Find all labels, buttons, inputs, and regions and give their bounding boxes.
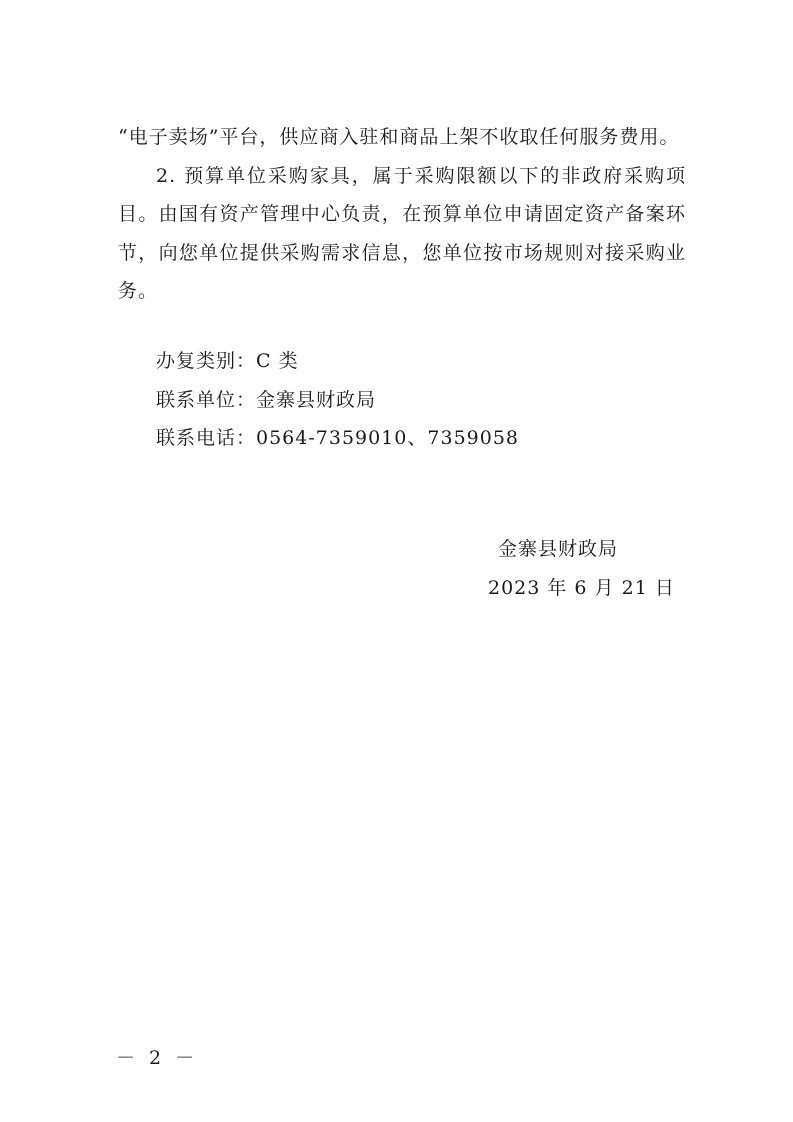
signature-block xyxy=(488,530,675,607)
paragraph-furniture-procurement: 2. 预算单位采购家具，属于采购限额以下的非政府采购项目。由国有资产管理中心负责，在预算单位申请固定资产备案环节，向您单位提供采购需求信息，您单位按市场规则对接采购业务。 xyxy=(118,164,686,302)
body-text xyxy=(118,118,686,311)
page-number: － 2 － xyxy=(116,1047,199,1069)
contact-unit: 联系单位：金寨县财政局 xyxy=(156,388,377,411)
reply-category: 办复类别：C 类 xyxy=(156,350,299,372)
paragraph-platform-fee: “电子卖场”平台，供应商入驻和商品上架不收取任何服务费用。 xyxy=(118,126,680,148)
signature-date: 2023 年 6 月 21 日 xyxy=(488,576,675,599)
signature-org: 金寨县财政局 xyxy=(498,538,619,560)
reply-metadata xyxy=(156,342,519,458)
contact-phone: 联系电话：0564-7359010、7359058 xyxy=(156,427,520,449)
